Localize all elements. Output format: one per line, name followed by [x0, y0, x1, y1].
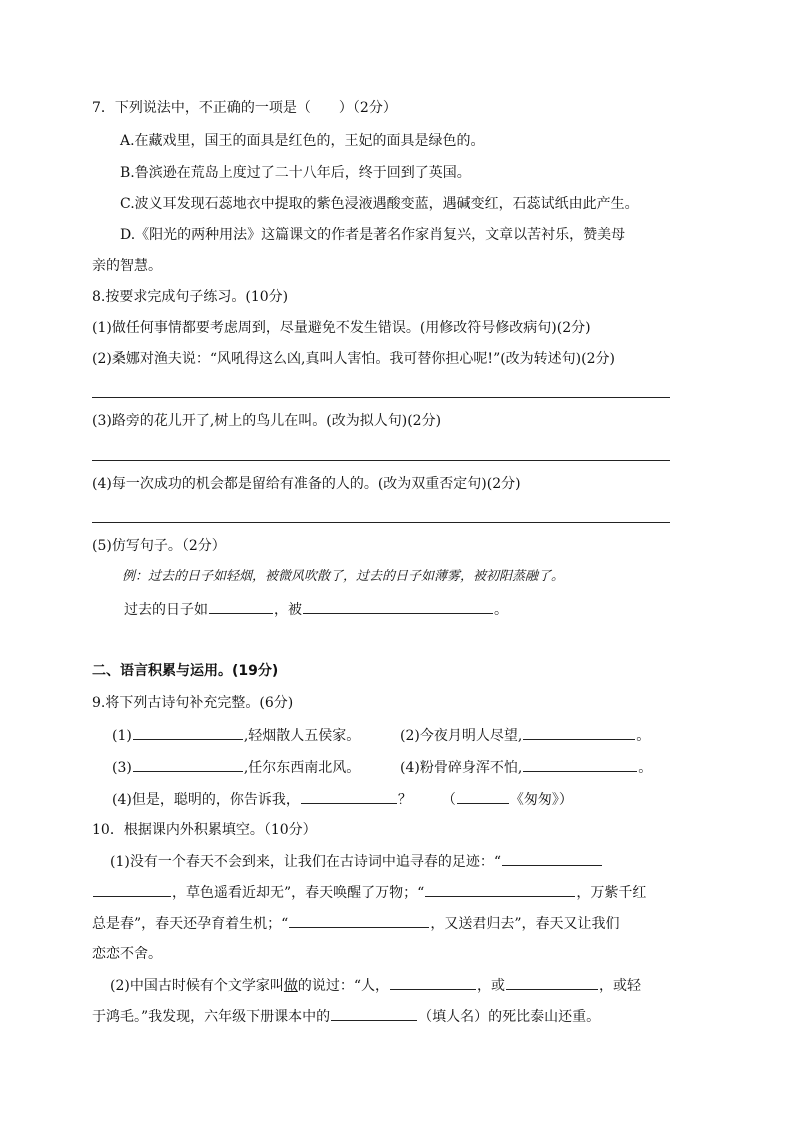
- q8-sub4: (4)每一次成功的机会都是留给有准备的人的。(改为双重否定句)(2分): [92, 476, 521, 492]
- poem-4-text: (4)粉骨碎身浑不怕,: [400, 760, 523, 776]
- q8-example: 例：过去的日子如轻烟，被微风吹散了，过去的日子如薄雾，被初阳蒸融了。: [122, 569, 565, 584]
- q10-stem: 10．根据课内外积累填空。（10分）: [92, 822, 317, 838]
- blank[interactable]: [301, 789, 397, 804]
- q9-poem-1: [112, 725, 360, 746]
- blank[interactable]: [303, 599, 493, 614]
- q10-text: ，万紫千红: [576, 885, 647, 901]
- q7-option-c[interactable]: C.波义耳发现石蕊地衣中提取的紫色浸液遇酸变蓝，遇碱变红，石蕊试纸由此产生。: [120, 196, 639, 212]
- q9-poem-5: [112, 789, 573, 810]
- blank[interactable]: [523, 757, 637, 772]
- q10-line-4: 恋恋不舍。: [92, 946, 162, 962]
- poem-3-number: (3): [112, 760, 132, 776]
- q10-line-2: [92, 882, 646, 903]
- q10-text: ，或: [477, 978, 506, 994]
- imitation-text-b: ，被: [274, 602, 302, 618]
- q10-line-6: [92, 1006, 600, 1027]
- q7-option-d[interactable]: D.《阳光的两种用法》这篇课文的作者是著名作家肖复兴，文章以苦衬乐，赞美母: [120, 227, 626, 243]
- q9-poem-2: [400, 725, 650, 746]
- blank[interactable]: [93, 882, 171, 897]
- q10-text: （填人名）的死比泰山还重。: [418, 1009, 601, 1025]
- blank[interactable]: [425, 882, 575, 897]
- blank[interactable]: [133, 757, 243, 772]
- q10-text: ，草色遥看近却无”，春天唤醒了万物；“: [172, 885, 425, 901]
- blank[interactable]: [209, 599, 273, 614]
- poem-2-end: 。: [636, 728, 651, 744]
- q8-imitation-line: [124, 599, 508, 620]
- q8-sub2: (2)桑娜对渔夫说：“风吼得这么凶,真叫人害怕。我可替你担心呢!”(改为转述句)(2分): [92, 351, 615, 367]
- q7-option-d-continued: 亲的智慧。: [92, 258, 162, 274]
- answer-line-2[interactable]: [92, 460, 670, 461]
- poem-1-number: (1): [112, 728, 132, 744]
- q9-poem-4: [400, 757, 652, 778]
- poem-5-question: ？: [397, 792, 412, 808]
- q10-text: (2)中国古时候有个文学家叫: [110, 978, 284, 994]
- blank[interactable]: [502, 851, 602, 866]
- q10-text: ，或轻: [599, 978, 642, 994]
- q9-stem: 9.将下列古诗句补充完整。(6分): [92, 695, 294, 711]
- poem-4-end: 。: [638, 760, 653, 776]
- poem-5-source: 《匆匆》）: [509, 792, 573, 808]
- poem-2-text: (2)今夜月明人尽望,: [400, 728, 523, 744]
- q10-line-5: [110, 975, 641, 996]
- section-2-heading: 二、语言积累与运用。(19分): [92, 663, 279, 679]
- imitation-text-a: 过去的日子如: [124, 602, 208, 618]
- q10-underlined-char: 做: [283, 978, 298, 994]
- q7-stem: 7．下列说法中，不正确的一项是（ ）（2分）: [92, 100, 397, 116]
- blank[interactable]: [457, 789, 509, 804]
- q8-sub1: (1)做任何事情都要考虑周到，尽量避免不发生错误。(用修改符号修改病句)(2分): [92, 320, 591, 336]
- q10-line-1: [110, 851, 603, 872]
- q10-text: ，又送君归去”，春天又让我们: [430, 916, 620, 932]
- q7-option-a[interactable]: A.在藏戏里，国王的面具是红色的，王妃的面具是绿色的。: [120, 133, 485, 149]
- poem-1-text: ,轻烟散人五侯家。: [243, 728, 361, 744]
- q8-sub3: (3)路旁的花儿开了,树上的鸟儿在叫。(改为拟人句)(2分): [92, 413, 442, 429]
- answer-line-1[interactable]: [92, 397, 670, 398]
- poem-5-text: (4)但是，聪明的，你告诉我，: [112, 792, 300, 808]
- imitation-text-c: 。: [494, 602, 508, 618]
- poem-5-paren: （: [441, 792, 456, 808]
- q8-stem: 8.按要求完成句子练习。(10分): [92, 289, 289, 305]
- q10-text: (1)没有一个春天不会到来，让我们在古诗词中追寻春的足迹：“: [110, 854, 501, 870]
- q9-poem-3: [112, 757, 360, 778]
- q10-line-3: [92, 913, 620, 934]
- blank[interactable]: [506, 975, 598, 990]
- answer-line-3[interactable]: [92, 522, 670, 523]
- q10-text: 总是春”，春天还孕育着生机；“: [92, 916, 289, 932]
- poem-3-text: ,任尔东西南北风。: [243, 760, 361, 776]
- blank[interactable]: [133, 725, 243, 740]
- blank[interactable]: [390, 975, 476, 990]
- q8-sub5: (5)仿写句子。（2分）: [92, 538, 226, 554]
- q10-text: 的说过：“人，: [297, 978, 390, 994]
- q10-text: 于鸿毛。”我发现，六年级下册课本中的: [92, 1009, 331, 1025]
- blank[interactable]: [289, 913, 429, 928]
- q7-option-b[interactable]: B.鲁滨逊在荒岛上度过了二十八年后，终于回到了英国。: [120, 165, 471, 181]
- blank[interactable]: [331, 1006, 417, 1021]
- blank[interactable]: [523, 725, 635, 740]
